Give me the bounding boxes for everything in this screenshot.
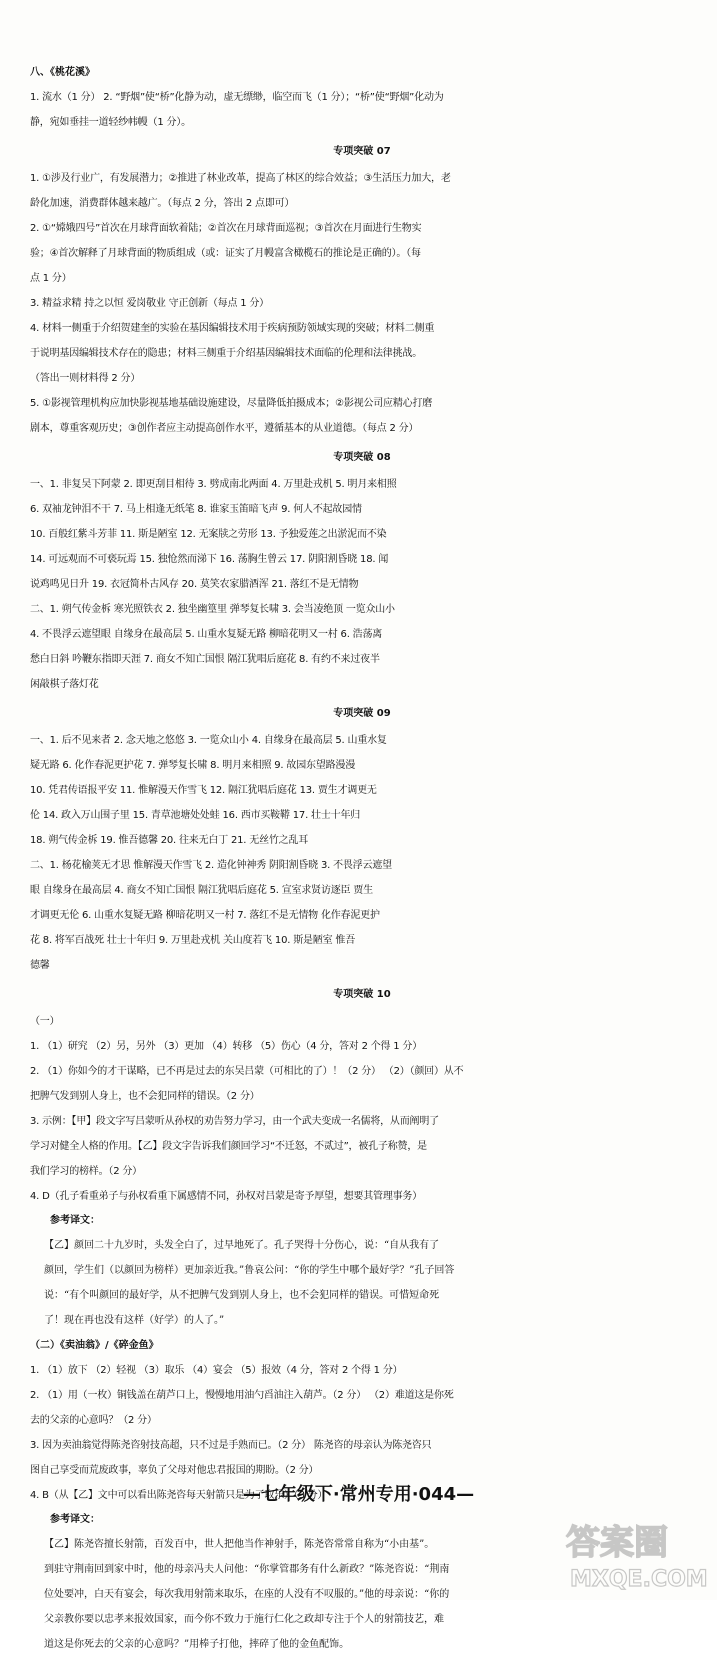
answer-line: 二、1. 朔气传金柝 寒光照铁衣 2. 独坐幽篁里 弹琴复长啸 3. 会当凌绝顶 一览众山小 — [30, 604, 395, 615]
answer-line: 我们学习的榜样。（2 分） — [30, 1166, 142, 1177]
answer-line: 验；④首次解释了月球背面的物质组成（或：证实了月幔富含橄榄石的推论是正确的）。（每 — [30, 248, 421, 259]
section-heading: 专项突破 09 — [333, 708, 391, 719]
answer-line: 二、1. 杨花榆荚无才思 惟解漫天作雪飞 2. 造化钟神秀 阴阳割昏晓 3. 不畏浮云遮望 — [30, 860, 392, 871]
answer-line: 伦 14. 政入万山围子里 15. 青草池塘处处蛙 16. 西市买鞍鞯 17. 壮士十年归 — [30, 810, 361, 821]
answer-line: 说鸡鸣见日升 19. 衣冠简朴古风存 20. 莫笑农家腊酒浑 21. 落红不是无情物 — [30, 579, 359, 590]
answer-line: 愁白日斜 吟鞭东指即天涯 7. 商女不知亡国恨 隔江犹唱后庭花 8. 有约不来过夜半 — [30, 654, 380, 665]
section-heading: 专项突破 10 — [333, 989, 391, 1000]
translation-line: 到驻守荆南回到家中时，他的母亲冯夫人问他：“你掌管郡务有什么新政？”陈尧咨说：“荆南 — [44, 1564, 450, 1575]
answer-line: 静，宛如垂挂一道轻纱帏幔（1 分）。 — [30, 117, 191, 128]
translation-line: 【乙】颜回二十九岁时，头发全白了，过早地死了。孔子哭得十分伤心，说：“自从我有了 — [44, 1240, 440, 1251]
answer-line: 10. 百般红紫斗芳菲 11. 斯是陋室 12. 无案牍之劳形 13. 予独爱莲之出淤泥而不染 — [30, 529, 387, 540]
subsection-heading: 八、《桃花溪》 — [30, 67, 95, 78]
translation-line: 父亲教你要以忠孝来报效国家，而今你不致力于施行仁化之政却专注于个人的射箭技艺，难 — [44, 1614, 444, 1625]
answer-line: 去的父亲的心意吗？（2 分） — [30, 1415, 157, 1426]
answer-line: 图自己享受而荒废政事，辜负了父母对他忠君报国的期盼。（2 分） — [30, 1465, 319, 1476]
answer-line: 3. 示例：【甲】段文字写吕蒙听从孙权的劝告努力学习，由一个武夫变成一名儒将，从而阐明了 — [30, 1116, 439, 1127]
answer-line: 14. 可远观而不可亵玩焉 15. 独怆然而涕下 16. 荡胸生曾云 17. 阴阳割昏晓 18. 闻 — [30, 554, 389, 565]
answer-line: 4. B（从【乙】文中可以看出陈尧咨每天射箭只是为了取乐）（3 分） — [30, 1490, 328, 1501]
answer-line: 眼 自缘身在最高层 4. 商女不知亡国恨 隔江犹唱后庭花 5. 宣室求贤访逐臣 贾生 — [30, 885, 373, 896]
answer-line: 3. 因为卖油翁觉得陈尧咨射技高超，只不过是手熟而已。（2 分） 陈尧咨的母亲认为陈尧咨只 — [30, 1440, 432, 1451]
answer-line: 1. （1）研究 （2）另，另外 （3）更加 （4）转移 （5）伤心（4 分，答对 2 个得 1 分） — [30, 1041, 423, 1052]
answer-line: 3. 精益求精 持之以恒 爱岗敬业 守正创新（每点 1 分） — [30, 298, 269, 309]
translation-label: 参考译文： — [50, 1215, 100, 1226]
answer-line: 把脾气发到别人身上，也不会犯同样的错误。（2 分） — [30, 1091, 260, 1102]
answer-line: 一、1. 后不见来者 2. 念天地之悠悠 3. 一览众山小 4. 自缘身在最高层 5. 山重水复 — [30, 735, 387, 746]
translation-line: 位处要冲，白天有宴会，每次我用射箭来取乐，在座的人没有不叹服的。”他的母亲说：“你的 — [44, 1589, 450, 1600]
answer-line: 于说明基因编辑技术存在的隐患；材料三侧重于介绍基因编辑技术面临的伦理和法律挑战。 — [30, 348, 422, 359]
answer-line: 10. 凭君传语报平安 11. 惟解漫天作雪飞 12. 隔江犹唱后庭花 13. 贾生才调更无 — [30, 785, 377, 796]
watermark-logo — [560, 1514, 710, 1594]
translation-line: 了！现在再也没有这样（好学）的人了。” — [44, 1315, 225, 1326]
answer-line: 德馨 — [30, 960, 50, 971]
answer-line: 疑无路 6. 化作春泥更护花 7. 弹琴复长啸 8. 明月来相照 9. 故园东望路漫漫 — [30, 760, 355, 771]
answer-line: 花 8. 将军百战死 壮士十年归 9. 万里赴戎机 关山度若飞 10. 斯是陋室 惟吾 — [30, 935, 355, 946]
translation-line: 【乙】陈尧咨擅长射箭，百发百中，世人把他当作神射手，陈尧咨常常自称为“小由基”。 — [44, 1539, 435, 1550]
answer-line: 4. 不畏浮云遮望眼 自缘身在最高层 5. 山重水复疑无路 柳暗花明又一村 6. 浩荡离 — [30, 629, 383, 640]
answer-line: 4. D（孔子看重弟子与孙权看重下属感情不同，孙权对吕蒙是寄予厚望，想要其管理事务） — [30, 1191, 423, 1202]
answer-line: 学习对健全人格的作用。【乙】段文字告诉我们颜回学习“不迁怒，不贰过”，被孔子称赞，是 — [30, 1141, 427, 1152]
section-heading: 专项突破 08 — [333, 452, 391, 463]
watermark-text: 答案圈 — [566, 1523, 668, 1563]
translation-line: 说：“有个叫颜回的最好学，从不把脾气发到别人身上，也不会犯同样的错误。可惜短命死 — [44, 1290, 440, 1301]
page-footer: —七年级下·常州专用·044— — [242, 1484, 475, 1505]
translation-line: 颜回，学生们（以颜回为榜样）更加亲近我。”鲁哀公问：“你的学生中哪个最好学？”孔子回答 — [44, 1265, 455, 1276]
answer-line: （答出一则材料得 2 分） — [30, 373, 141, 384]
answer-line: 2. ①“嫦娥四号”首次在月球背面软着陆；②首次在月球背面巡视；③首次在月面进行生物实 — [30, 223, 422, 234]
answer-line: 5. ①影视管理机构应加快影视基地基础设施建设，尽量降低拍摄成本；②影视公司应精心打磨 — [30, 398, 433, 409]
subsection-heading: （二）《卖油翁》/《碎金鱼》 — [30, 1340, 159, 1351]
translation-label: 参考译文： — [50, 1514, 100, 1525]
answer-line: 一、1. 非复吴下阿蒙 2. 即更刮目相待 3. 劈成南北两面 4. 万里赴戎机 5. 明月来相照 — [30, 479, 397, 490]
answer-line: 2. （1）你如今的才干谋略，已不再是过去的东吴吕蒙（可相比的了）！（2 分） （2）（颜回）从不 — [30, 1066, 464, 1077]
answer-line: 1. ①涉及行业广，有发展潜力；②推进了林业改革，提高了林区的综合效益；③生活压力加大，老 — [30, 173, 451, 184]
answer-content — [30, 60, 694, 1657]
watermark-url: MXQE.COM — [570, 1567, 708, 1592]
answer-line: 剧本，尊重客观历史；③创作者应主动提高创作水平，遵循基本的从业道德。（每点 2 分） — [30, 423, 419, 434]
answer-line: 龄化加速，消费群体越来越广。（每点 2 分，答出 2 点即可） — [30, 198, 295, 209]
answer-line: 1. 流水（1 分） 2. “野烟”使“桥”化静为动，虚无缥缈，临空而飞（1 分）；“桥”使“野烟”化动为 — [30, 92, 444, 103]
answer-line: 4. 材料一侧重于介绍贺建奎的实验在基因编辑技术用于疾病预防领域实现的突破；材料二侧重 — [30, 323, 435, 334]
answer-line: 点 1 分） — [30, 273, 72, 284]
answer-line: 18. 朔气传金柝 19. 惟吾德馨 20. 往来无白丁 21. 无丝竹之乱耳 — [30, 835, 309, 846]
section-heading: 专项突破 07 — [333, 146, 391, 157]
answer-line: 2. （1）用（一枚）铜钱盖在葫芦口上，慢慢地用油勺舀油注入葫芦。（2 分） （2）难道这是你死 — [30, 1390, 454, 1401]
answer-line: （一） — [30, 1016, 60, 1027]
translation-line: 道这是你死去的父亲的心意吗？”用棒子打他，摔碎了他的金鱼配饰。 — [44, 1639, 350, 1650]
answer-line: 6. 双袖龙钟泪不干 7. 马上相逢无纸笔 8. 谁家玉笛暗飞声 9. 何人不起故园情 — [30, 504, 362, 515]
answer-line: 1. （1）放下 （2）轻视 （3）取乐 （4）宴会 （5）报效（4 分，答对 2 个得 1 分） — [30, 1365, 403, 1376]
answer-line: 才调更无伦 6. 山重水复疑无路 柳暗花明又一村 7. 落红不是无情物 化作春泥更护 — [30, 910, 380, 921]
answer-line: 闲敲棋子落灯花 — [30, 679, 99, 690]
